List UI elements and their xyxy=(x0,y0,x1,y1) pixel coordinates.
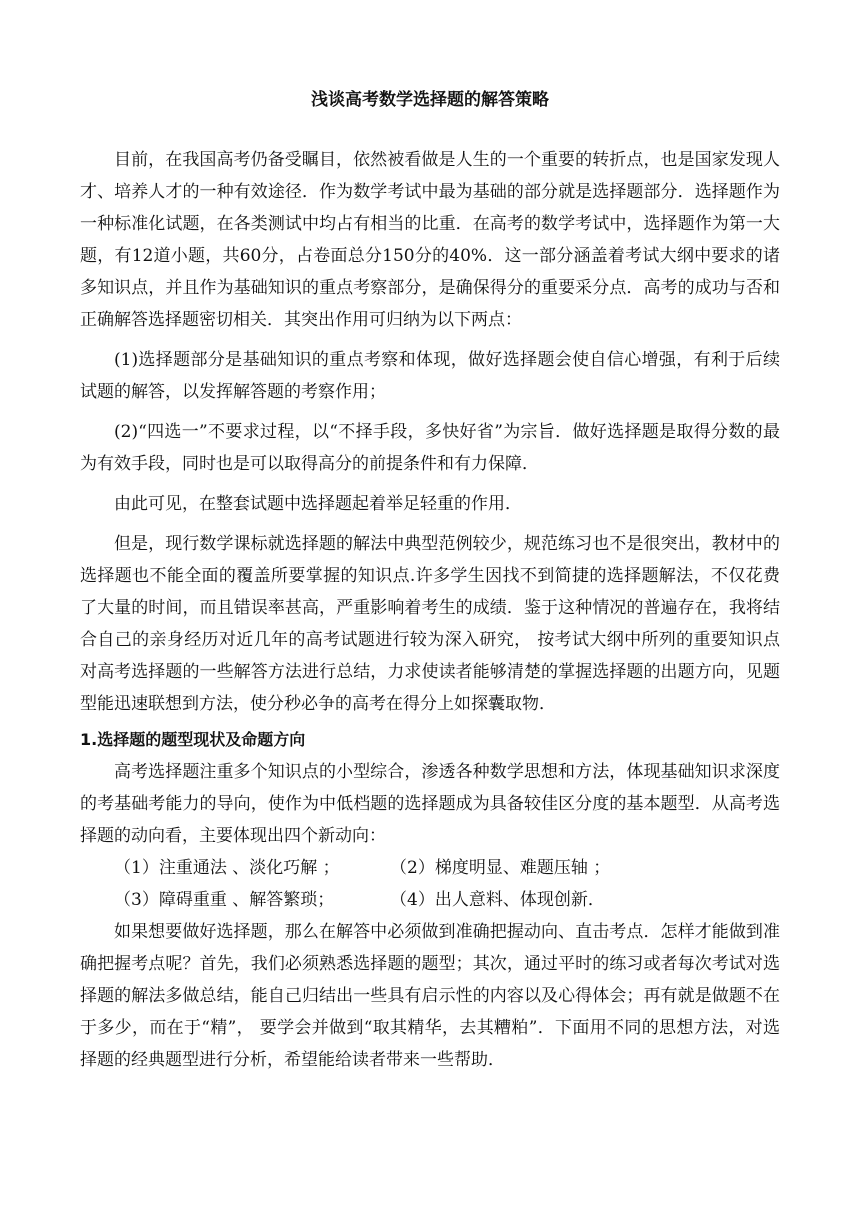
point-2-paragraph: (2)“四选一”不要求过程，以“不择手段，多快好省”为宗旨．做好选择题是取得分数的最为有效手段，同时也是可以取得高分的前提条件和有力保障． xyxy=(80,422,780,474)
point-1-paragraph: (1)选择题部分是基础知识的重点考察和体现，做好选择题会使自信心增强，有利于后续试题的解答，以发挥解答题的考察作用； xyxy=(80,350,780,402)
however-paragraph: 但是，现行数学课标就选择题的解法中典型范例较少，规范练习也不是很突出，教材中的选择题也不能全面的覆盖所要掌握的知识点.许多学生因找不到简捷的选择题解法，不仅花费了大量的时间，而且错误率甚高，严重影响着考生的成绩．鉴于这种情况的普遍存在，我将结合自己的亲身经历对近几年的高考试题进行较为深入研究， 按考试大纲中所列的重要知识点对高考选择题的一些解答方法进行总结，力求使读者能够清楚的掌握选择题的出题方向，见题型能迅速联想到方法，使分秒必争的高考在得分上如探囊取物． xyxy=(80,534,780,714)
trend-row-1 xyxy=(80,852,780,884)
trend-item: （1）注重通法 、淡化巧解 ； xyxy=(114,858,340,878)
document-title: 浅谈高考数学选择题的解答策略 xyxy=(311,90,549,110)
trend-item: （2）梯度明显、难题压轴 ； xyxy=(390,858,611,878)
conclusion-paragraph: 由此可见，在整套试题中选择题起着举足轻重的作用． xyxy=(114,494,522,514)
trend-item: （3）障碍重重 、解答繁琐； xyxy=(114,890,335,910)
trend-item: （4）出人意料、体现创新． xyxy=(390,890,605,910)
closing-paragraph: 如果想要做好选择题，那么在解答中必须做到准确把握动向、直击考点．怎样才能做到准确把握考点呢？首先，我们必须熟悉选择题的题型；其次，通过平时的练习或者每次考试对选择题的解法多做总结，能自己归结出一些具有启示性的内容以及心得体会；再有就是做题不在于多少，而在于“精”， 要学会并做到“取其精华，去其糟粕”．下面用不同的思想方法，对选择题的经典题型进行分析，希望能给读者带来一些帮助． xyxy=(80,922,780,1070)
intro-paragraph: 目前，在我国高考仍备受瞩目，依然被看做是人生的一个重要的转折点，也是国家发现人才、培养人才的一种有效途径．作为数学考试中最为基础的部分就是选择题部分．选择题作为一种标准化试题，在各类测试中均占有相当的比重．在高考的数学考试中，选择题作为第一大题，有12道小题，共60分，占卷面总分150分的40%．这一部分涵盖着考试大纲中要求的诸多知识点，并且作为基础知识的重点考察部分，是确保得分的重要采分点．高考的成功与否和正确解答选择题密切相关．其突出作用可归纳为以下两点： xyxy=(80,150,780,330)
section-1-paragraph: 高考选择题注重多个知识点的小型综合，渗透各种数学思想和方法，体现基础知识求深度的考基础考能力的导向，使作为中低档题的选择题成为具备较佳区分度的基本题型．从高考选择题的动向看，主要体现出四个新动向： xyxy=(80,762,780,846)
section-1-heading: 1.选择题的题型现状及命题方向 xyxy=(80,730,306,749)
trend-row-2 xyxy=(80,884,780,916)
